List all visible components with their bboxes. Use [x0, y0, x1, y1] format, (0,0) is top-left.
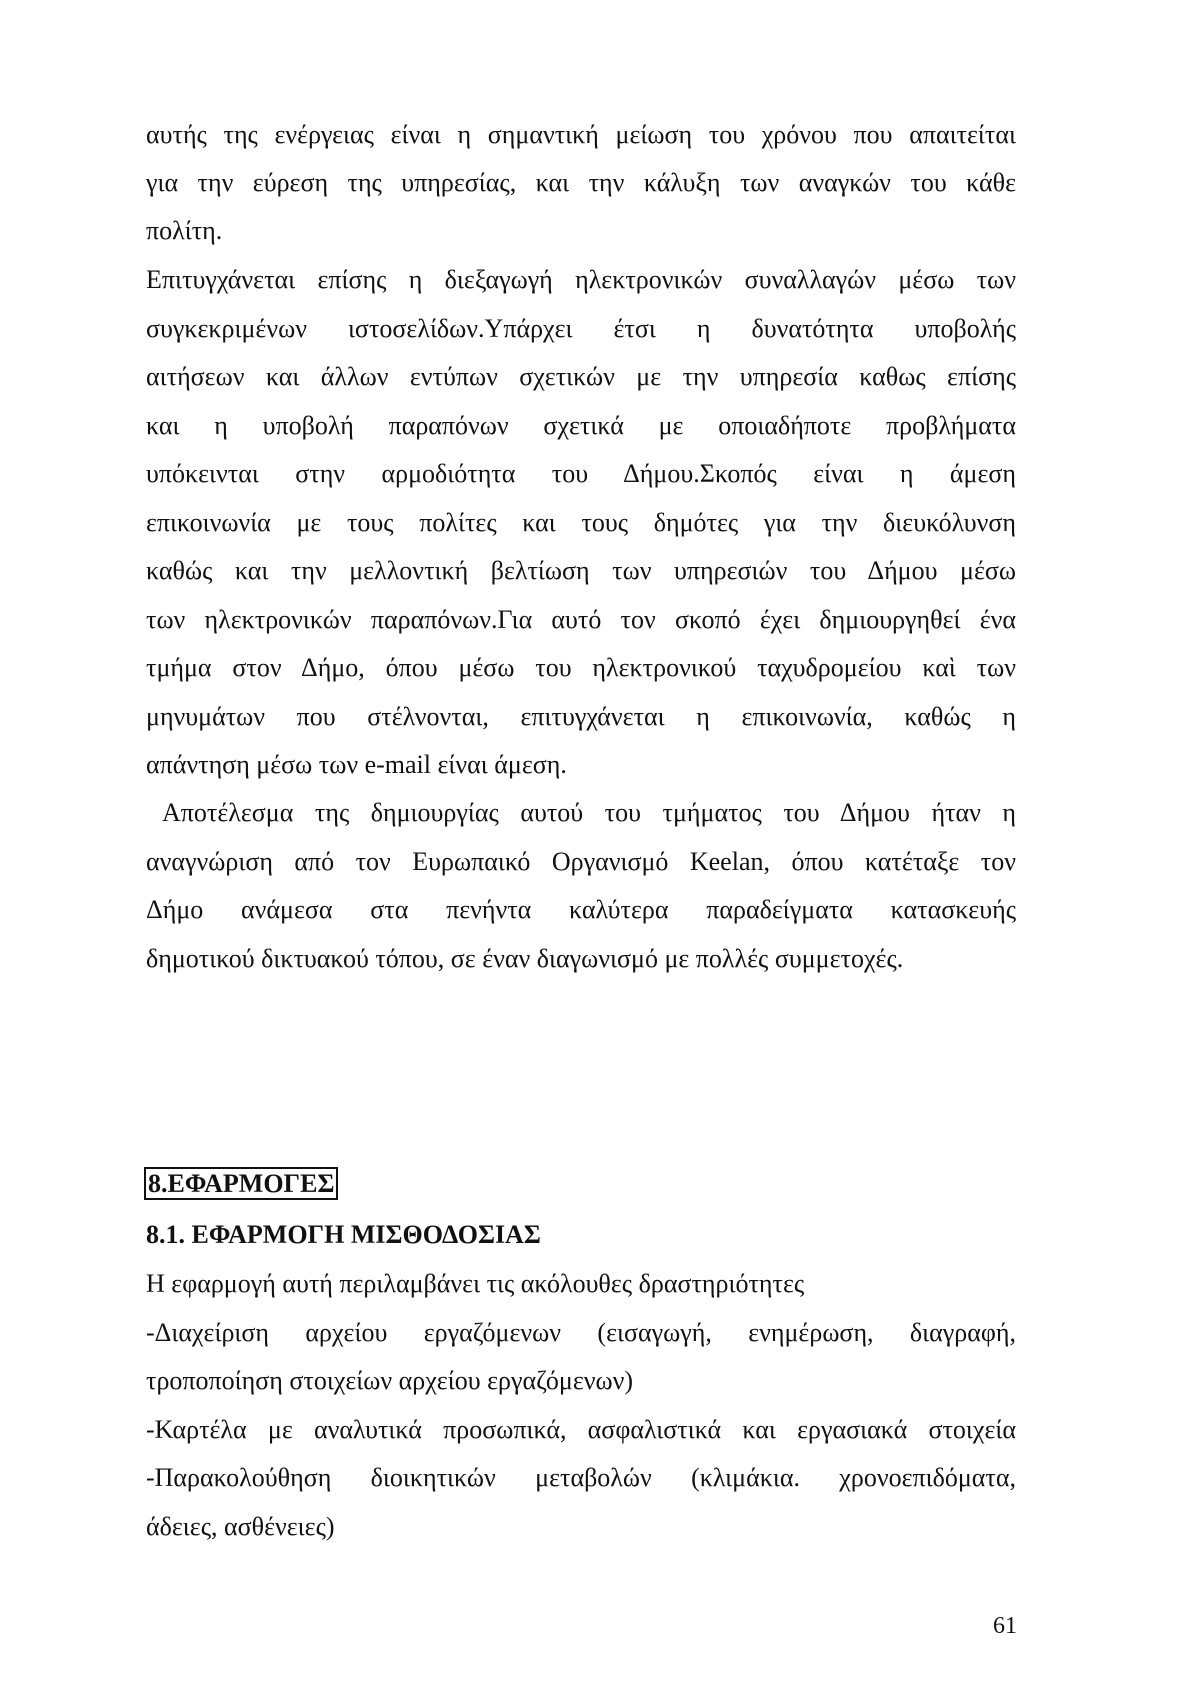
- text-line: -Παρακολούθηση διοικητικών μεταβολών (κλιμάκια. χρονοεπιδόματα,: [146, 1463, 1016, 1492]
- text-line: -Καρτέλα με αναλυτικά προσωπικά, ασφαλιστικά και εργασιακά στοιχεία: [146, 1415, 1016, 1444]
- section-heading: [144, 1168, 338, 1200]
- text-line: Αποτέλεσμα της δημιουργίας αυτού του τμήματος του Δήμου ήταν η: [162, 798, 1016, 827]
- text-line: επικοινωνία με τους πολίτες και τους δημότες για την διευκόλυνση: [146, 508, 1016, 537]
- text-line: άδειες, ασθένειες): [146, 1512, 335, 1541]
- text-line: απάντηση μέσω των e-mail είναι άμεση.: [146, 750, 567, 779]
- text-line: συγκεκριμένων ιστοσελίδων.Υπάρχει έτσι η δυνατότητα υποβολής: [146, 314, 1016, 343]
- text-line: Επιτυγχάνεται επίσης η διεξαγωγή ηλεκτρονικών συναλλαγών μέσω των: [146, 265, 1016, 294]
- text-line: -Διαχείριση αρχείου εργαζόμενων (εισαγωγή, ενημέρωση, διαγραφή,: [146, 1318, 1016, 1347]
- text-line: δημοτικού δικτυακού τόπου, σε έναν διαγωνισμό με πολλές συμμετοχές.: [146, 944, 904, 973]
- text-line: των ηλεκτρονικών παραπόνων.Για αυτό τον σκοπό έχει δημιουργηθεί ένα: [146, 605, 1016, 634]
- text-line: υπόκεινται στην αρμοδιότητα του Δήμου.Σκοπός είναι η άμεση: [146, 459, 1016, 488]
- text-line: τμήμα στον Δήμο, όπου μέσω του ηλεκτρονικού ταχυδρομείου καὶ των: [146, 653, 1016, 682]
- text-line: πολίτη.: [146, 216, 223, 245]
- text-line: αιτήσεων και άλλων εντύπων σχετικών με την υπηρεσία καθως επίσης: [146, 362, 1016, 391]
- subsection-heading: 8.1. ΕΦΑΡΜΟΓΗ ΜΙΣΘΟΔΟΣΙΑΣ: [146, 1220, 541, 1249]
- text-line: μηνυμάτων που στέλνονται, επιτυγχάνεται η επικοινωνία, καθώς η: [146, 702, 1016, 731]
- text-line: τροποποίηση στοιχείων αρχείου εργαζόμενων): [146, 1366, 634, 1395]
- text-line: Δήμο ανάμεσα στα πενήντα καλύτερα παραδείγματα κατασκευής: [146, 895, 1016, 924]
- text-line: αναγνώριση από τον Ευρωπαικό Οργανισμό Keelan, όπου κατέταξε τον: [146, 847, 1016, 876]
- text-line: καθώς και την μελλοντική βελτίωση των υπηρεσιών του Δήμου μέσω: [146, 556, 1016, 585]
- section-heading-box: 8.ΕΦΑΡΜΟΓΕΣ: [144, 1167, 338, 1200]
- page-number: 61: [993, 1613, 1017, 1639]
- text-line: και η υποβολή παραπόνων σχετικά με οποιαδήποτε προβλήματα: [146, 411, 1016, 440]
- text-line: αυτής της ενέργειας είναι η σημαντική μείωση του χρόνου που απαιτείται: [146, 120, 1016, 149]
- text-line: για την εύρεση της υπηρεσίας, και την κάλυξη των αναγκών του κάθε: [146, 168, 1016, 197]
- text-line: Η εφαρμογή αυτή περιλαμβάνει τις ακόλουθες δραστηριότητες: [146, 1269, 805, 1298]
